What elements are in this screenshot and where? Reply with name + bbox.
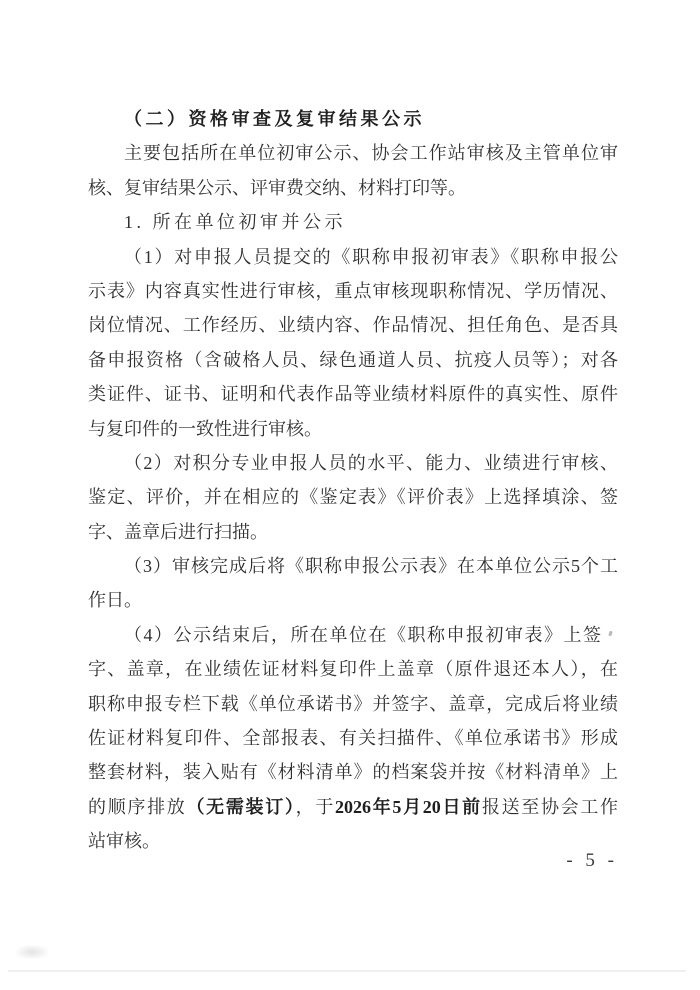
text-line <box>88 136 618 170</box>
text-line <box>88 343 618 377</box>
section-heading <box>88 102 618 136</box>
text-segment: 类证件、证书、证明和代表作品等业绩材料原件的真实性、原件 <box>88 384 618 405</box>
emphasized-text: （二）资格审查及复审结果公示 <box>124 109 425 129</box>
text-segment: 示表》内容真实性进行审核，重点审核现职称情况、学历情况、 <box>88 280 618 301</box>
text-line <box>88 824 618 858</box>
text-line <box>88 515 618 549</box>
text-line <box>88 549 618 583</box>
text-segment: （1）对申报人员提交的《职称申报初审表》《职称申报公 <box>124 246 618 267</box>
text-segment: 字、盖章后进行扫描。 <box>88 521 268 542</box>
text-segment: 与复印件的一致性进行审核。 <box>88 418 322 439</box>
text-segment: 职称申报专栏下载《单位承诺书》并签字、盖章，完成后将业绩 <box>88 693 618 714</box>
text-line <box>88 205 618 239</box>
text-line <box>88 687 618 721</box>
text-line <box>88 721 618 755</box>
document-body <box>88 102 618 859</box>
text-segment: 鉴定、评价，并在相应的《鉴定表》《评价表》上选择填涂、签 <box>88 487 618 508</box>
text-line <box>88 583 618 617</box>
text-segment: 的顺序排放 <box>88 796 187 817</box>
text-line <box>88 755 618 789</box>
text-segment: 备申报资格（含破格人员、绿色通道人员、抗疫人员等）；对各 <box>88 349 618 370</box>
page-number: - 5 - <box>566 850 618 871</box>
text-line <box>88 618 618 652</box>
text-line <box>88 240 618 274</box>
text-segment: 核、复审结果公示、评审费交纳、材料打印等。 <box>88 177 466 198</box>
text-line <box>88 790 618 824</box>
text-line <box>88 171 618 205</box>
text-segment: 佐证材料复印件、全部报表、有关扫描件、《单位承诺书》形成 <box>88 728 618 749</box>
emphasized-text: （无需装订） <box>186 796 296 817</box>
text-segment: （2）对积分专业申报人员的水平、能力、业绩进行审核、 <box>124 452 618 473</box>
text-line <box>88 446 618 480</box>
text-segment: 字、盖章，在业绩佐证材料复印件上盖章（原件退还本人），在 <box>88 659 618 680</box>
text-line <box>88 308 618 342</box>
text-segment: 整套材料，装入贴有《材料清单》的档案袋并按《材料清单》上 <box>88 762 618 783</box>
text-line <box>88 652 618 686</box>
text-segment: 1. 所在单位初审并公示 <box>124 212 346 233</box>
text-segment: ，于 <box>295 796 336 817</box>
emphasized-text: 2026年5月20日前 <box>335 796 482 817</box>
scan-artifact-smudge <box>14 944 50 960</box>
text-segment: （4）公示结束后，所在单位在《职称申报初审表》上签 <box>124 624 603 645</box>
text-segment: 报送至协会工作 <box>481 796 618 817</box>
text-segment: 主要包括所在单位初审公示、协会工作站审核及主管单位审 <box>124 143 618 164</box>
text-segment: （3）审核完成后将《职称申报公示表》在本单位公示5个工 <box>124 556 618 577</box>
text-segment: 站审核。 <box>88 831 160 852</box>
text-line <box>88 274 618 308</box>
scan-artifact-line <box>8 970 686 972</box>
text-line <box>88 412 618 446</box>
text-segment: 作日。 <box>88 590 142 611</box>
text-line <box>88 480 618 514</box>
text-segment: 岗位情况、工作经历、业绩内容、作品情况、担任角色、是否具 <box>88 315 618 336</box>
text-line <box>88 377 618 411</box>
